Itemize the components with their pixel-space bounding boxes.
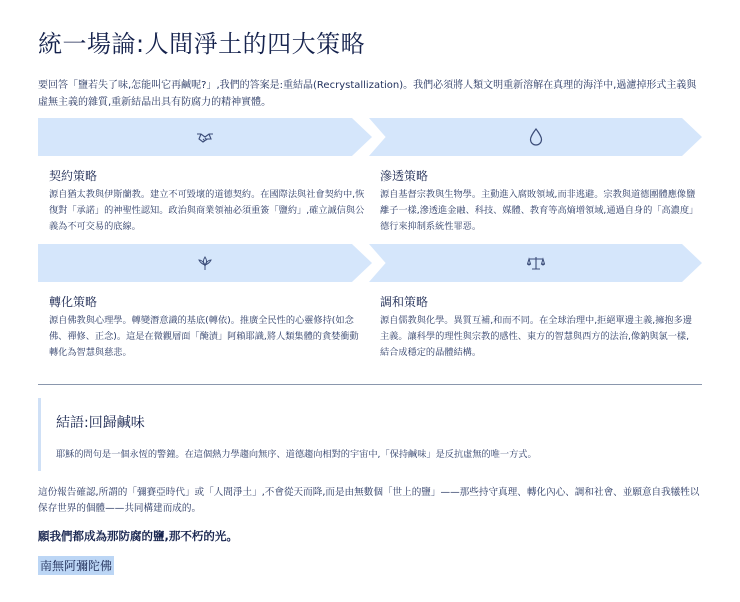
strategy-text-covenant: 源自猶太教與伊斯蘭教。建立不可毀壞的道德契約。在國際法與社會契約中,恢復對「承諾」的神聖性認知。政治與商業領袖必須重簽「鹽約」,確立誠信與公義為不可交易的底線。 xyxy=(49,189,365,232)
strategy-banner-covenant xyxy=(38,118,372,156)
strategy-banner-harmony xyxy=(369,244,702,282)
conclusion-title: 結語:回歸鹹味 xyxy=(56,415,145,431)
closing-paragraph: 這份報告確認,所謂的「彌賽亞時代」或「人間淨土」,不會從天而降,而是由無數個「世上的鹽」——那些持守真理、轉化內心、調和社會、並願意自我犧牲以保存世界的個體——共同構建而成的。 xyxy=(38,487,700,514)
strategy-text-infiltration: 源自基督宗教與生物學。主動進入腐敗領域,而非逃避。宗教與道德團體應像鹽離子一樣,滲透進金融、科技、媒體、教育等高熵增領域,通過自身的「高濃度」德行來抑制系統性罪惡。 xyxy=(380,189,696,232)
strategy-title-transformation: 轉化策略 xyxy=(49,295,98,309)
conclusion-callout xyxy=(38,398,702,471)
strategy-text-harmony: 源自儒教與化學。異質互補,和而不同。在全球治理中,拒絕單邊主義,擁抱多邊主義。讓科學的理性與宗教的感性、東方的智慧與西方的法治,像鈉與氯一樣,結合成穩定的晶體結構。 xyxy=(380,315,692,358)
strategy-text-transformation: 源自佛教與心理學。轉變潛意識的基底(轉依)。推廣全民性的心靈修持(如念佛、禪修、正念)。這是在微觀層面「醃漬」阿賴耶識,將人類集體的貪婪衝動轉化為智慧與慈悲。 xyxy=(49,315,359,358)
page-title: 統一場論:人間淨土的四大策略 xyxy=(38,30,366,58)
strategy-banner-transformation xyxy=(38,244,372,282)
strategy-title-harmony: 調和策略 xyxy=(380,295,429,309)
handshake-icon xyxy=(196,130,214,144)
highlighted-text[interactable]: 南無阿彌陀佛 xyxy=(38,556,114,575)
closing-bold-line: 願我們都成為那防腐的鹽,那不朽的光。 xyxy=(38,529,238,543)
lotus-icon xyxy=(197,255,213,271)
strategy-title-infiltration: 滲透策略 xyxy=(380,169,429,183)
strategy-title-covenant: 契約策略 xyxy=(49,169,98,183)
conclusion-text: 耶穌的問句是一個永恆的警鐘。在這個熱力學趨向無序、道德趨向相對的宇宙中,「保持鹹味」是反抗虛無的唯一方式。 xyxy=(56,449,537,460)
scale-icon xyxy=(527,255,545,271)
strategy-banner-infiltration xyxy=(369,118,702,156)
intro-paragraph: 要回答「鹽若失了味,怎能叫它再鹹呢?」,我們的答案是:重結晶(Recrystallization)。我們必須將人類文明重新溶解在真理的海洋中,過濾掉形式主義與虛無主義的雜質,重新結晶出具有防腐力的精神實體。 xyxy=(38,80,697,108)
section-divider xyxy=(38,384,702,385)
drop-icon xyxy=(529,128,543,146)
